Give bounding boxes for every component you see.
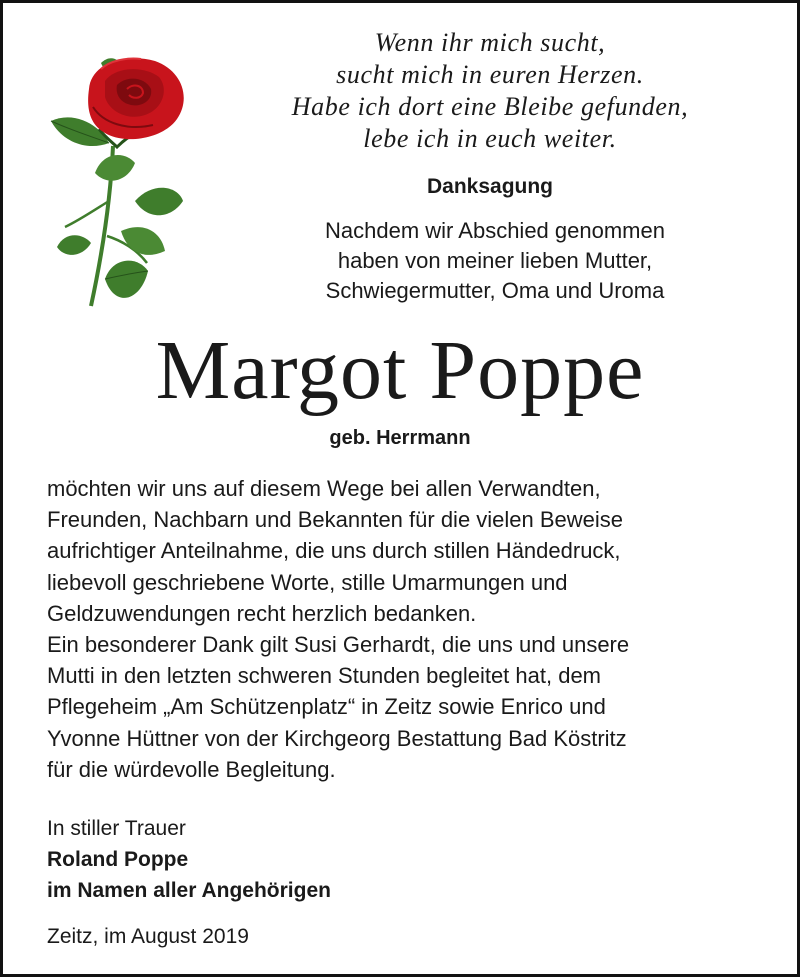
signature-block	[47, 813, 331, 906]
intro-line: haben von meiner lieben Mutter,	[337, 248, 653, 273]
body-line: Yvonne Hüttner von der Kirchgeorg Bestattung Bad Köstritz	[47, 725, 627, 751]
body-line: aufrichtiger Anteilnahme, die uns durch stillen Händedruck,	[47, 538, 621, 564]
deceased-name: Margot Poppe	[155, 324, 645, 417]
body-line: Freunden, Nachbarn und Bekannten für die vielen Beweise	[47, 507, 624, 533]
body-line: Ein besonderer Dank gilt Susi Gerhardt, die uns und unsere	[47, 632, 630, 658]
body-line: Geldzuwendungen recht herzlich bedanken.	[47, 600, 477, 626]
intro-text	[203, 216, 787, 306]
intro-line: Schwiegermutter, Oma und Uroma	[325, 278, 665, 303]
body-line: möchten wir uns auf diesem Wege bei allen Verwandten,	[47, 476, 601, 501]
poem-line: Habe ich dort eine Bleibe gefunden,	[291, 92, 689, 121]
maiden-name: geb. Herrmann	[329, 427, 471, 449]
body-line: liebevoll geschriebene Worte, stille Umarmungen und	[47, 569, 568, 595]
body-line: für die würdevolle Begleitung.	[47, 756, 336, 782]
closing-phrase: In stiller Trauer	[47, 817, 186, 840]
intro-line: Nachdem wir Abschied genommen	[325, 218, 665, 243]
thanks-text	[47, 473, 777, 785]
memorial-poem	[203, 27, 777, 155]
poem-line: lebe ich in euch weiter.	[363, 124, 617, 153]
rose-icon	[43, 51, 193, 321]
signer-name: Roland Poppe	[47, 848, 189, 871]
body-line: Mutti in den letzten schweren Stunden begleitet hat, dem	[47, 663, 602, 689]
place-date: Zeitz, im August 2019	[47, 925, 249, 948]
notice-heading: Danksagung	[426, 175, 554, 198]
body-line: Pflegeheim „Am Schützenplatz“ in Zeitz sowie Enrico und	[47, 694, 606, 720]
poem-line: Wenn ihr mich sucht,	[374, 28, 606, 57]
signer-family: im Namen aller Angehörigen	[47, 879, 331, 902]
poem-line: sucht mich in euren Herzen.	[336, 60, 644, 89]
